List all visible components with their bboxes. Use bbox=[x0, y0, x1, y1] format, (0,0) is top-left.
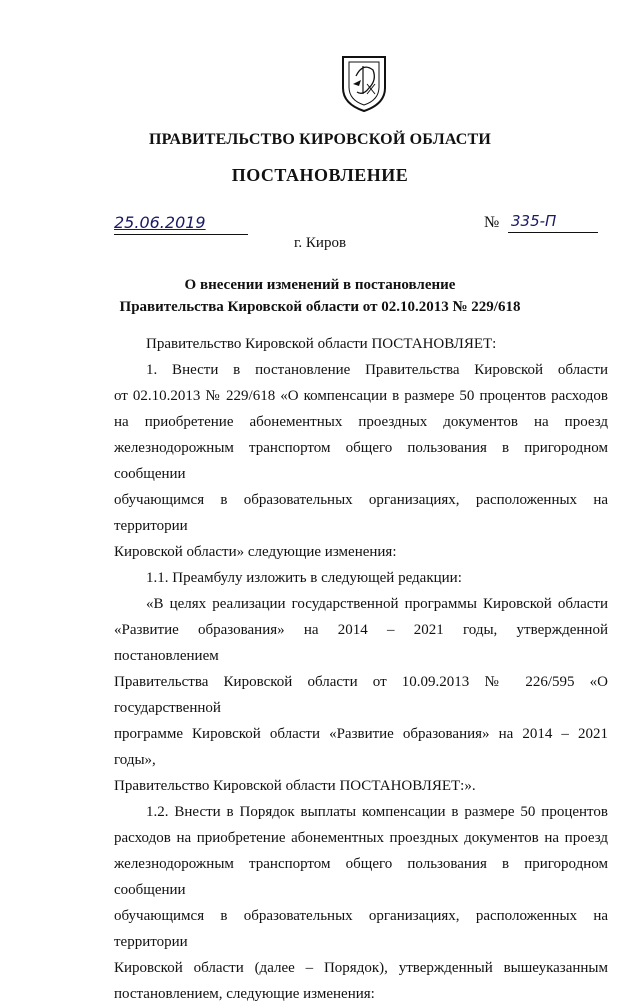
body-line: железнодорожным транспортом общего пользования в пригородном сообщении bbox=[114, 440, 608, 482]
number-sign: № bbox=[484, 214, 500, 231]
document-type: ПОСТАНОВЛЕНИЕ bbox=[231, 165, 409, 185]
body-line: «Развитие образования» на 2014 – 2021 годы, утвержденной постановлением bbox=[114, 622, 608, 664]
body-line: расходов на приобретение абонементных проездных документов на проезд bbox=[114, 830, 608, 846]
body-line: 1.1. Преамбулу изложить в следующей редакции: bbox=[146, 570, 462, 586]
city: г. Киров bbox=[293, 235, 347, 251]
document-body bbox=[114, 331, 608, 1007]
government-title: ПРАВИТЕЛЬСТВО КИРОВСКОЙ ОБЛАСТИ bbox=[148, 131, 492, 148]
body-line: от 02.10.2013 № 229/618 «О компенсации в размере 50 процентов расходов bbox=[114, 388, 608, 404]
handwritten-number: 335-П bbox=[511, 212, 557, 230]
number-underline bbox=[508, 214, 598, 233]
body-line: Правительство Кировской области ПОСТАНОВЛЯЕТ:». bbox=[114, 778, 476, 794]
date-field bbox=[114, 213, 248, 235]
body-line: обучающимся в образовательных организациях, расположенных на территории bbox=[114, 908, 608, 950]
subject-line: О внесении изменений в постановление bbox=[184, 277, 456, 293]
body-line: программе Кировской области «Развитие образования» на 2014 – 2021 годы», bbox=[114, 726, 608, 768]
body-line: 1. Внести в постановление Правительства Кировской области bbox=[146, 362, 608, 378]
body-line: 1.2. Внести в Порядок выплаты компенсации в размере 50 процентов bbox=[146, 804, 608, 820]
body-line: Правительства Кировской области от 10.09.2013 № 226/595 «О государственной bbox=[114, 674, 608, 716]
number-field bbox=[484, 214, 600, 234]
body-line: обучающимся в образовательных организациях, расположенных на территории bbox=[114, 492, 608, 534]
document-subject bbox=[0, 274, 640, 318]
body-line: Кировской области» следующие изменения: bbox=[114, 544, 397, 560]
subject-line: Правительства Кировской области от 02.10.2013 № 229/618 bbox=[119, 299, 521, 315]
body-line: «В целях реализации государственной программы Кировской области bbox=[146, 596, 608, 612]
body-line: постановлением, следующие изменения: bbox=[114, 986, 375, 1002]
body-line: на приобретение абонементных проездных документов на проезд bbox=[114, 414, 608, 430]
handwritten-date: 25.06.2019 bbox=[114, 213, 206, 232]
body-line: железнодорожным транспортом общего пользования в пригородном сообщении bbox=[114, 856, 608, 898]
intro-paragraph: Правительство Кировской области ПОСТАНОВЛЯЕТ: bbox=[146, 336, 497, 352]
coat-of-arms-icon bbox=[339, 54, 389, 114]
body-line: Кировской области (далее – Порядок), утвержденный вышеуказанным bbox=[114, 960, 608, 976]
